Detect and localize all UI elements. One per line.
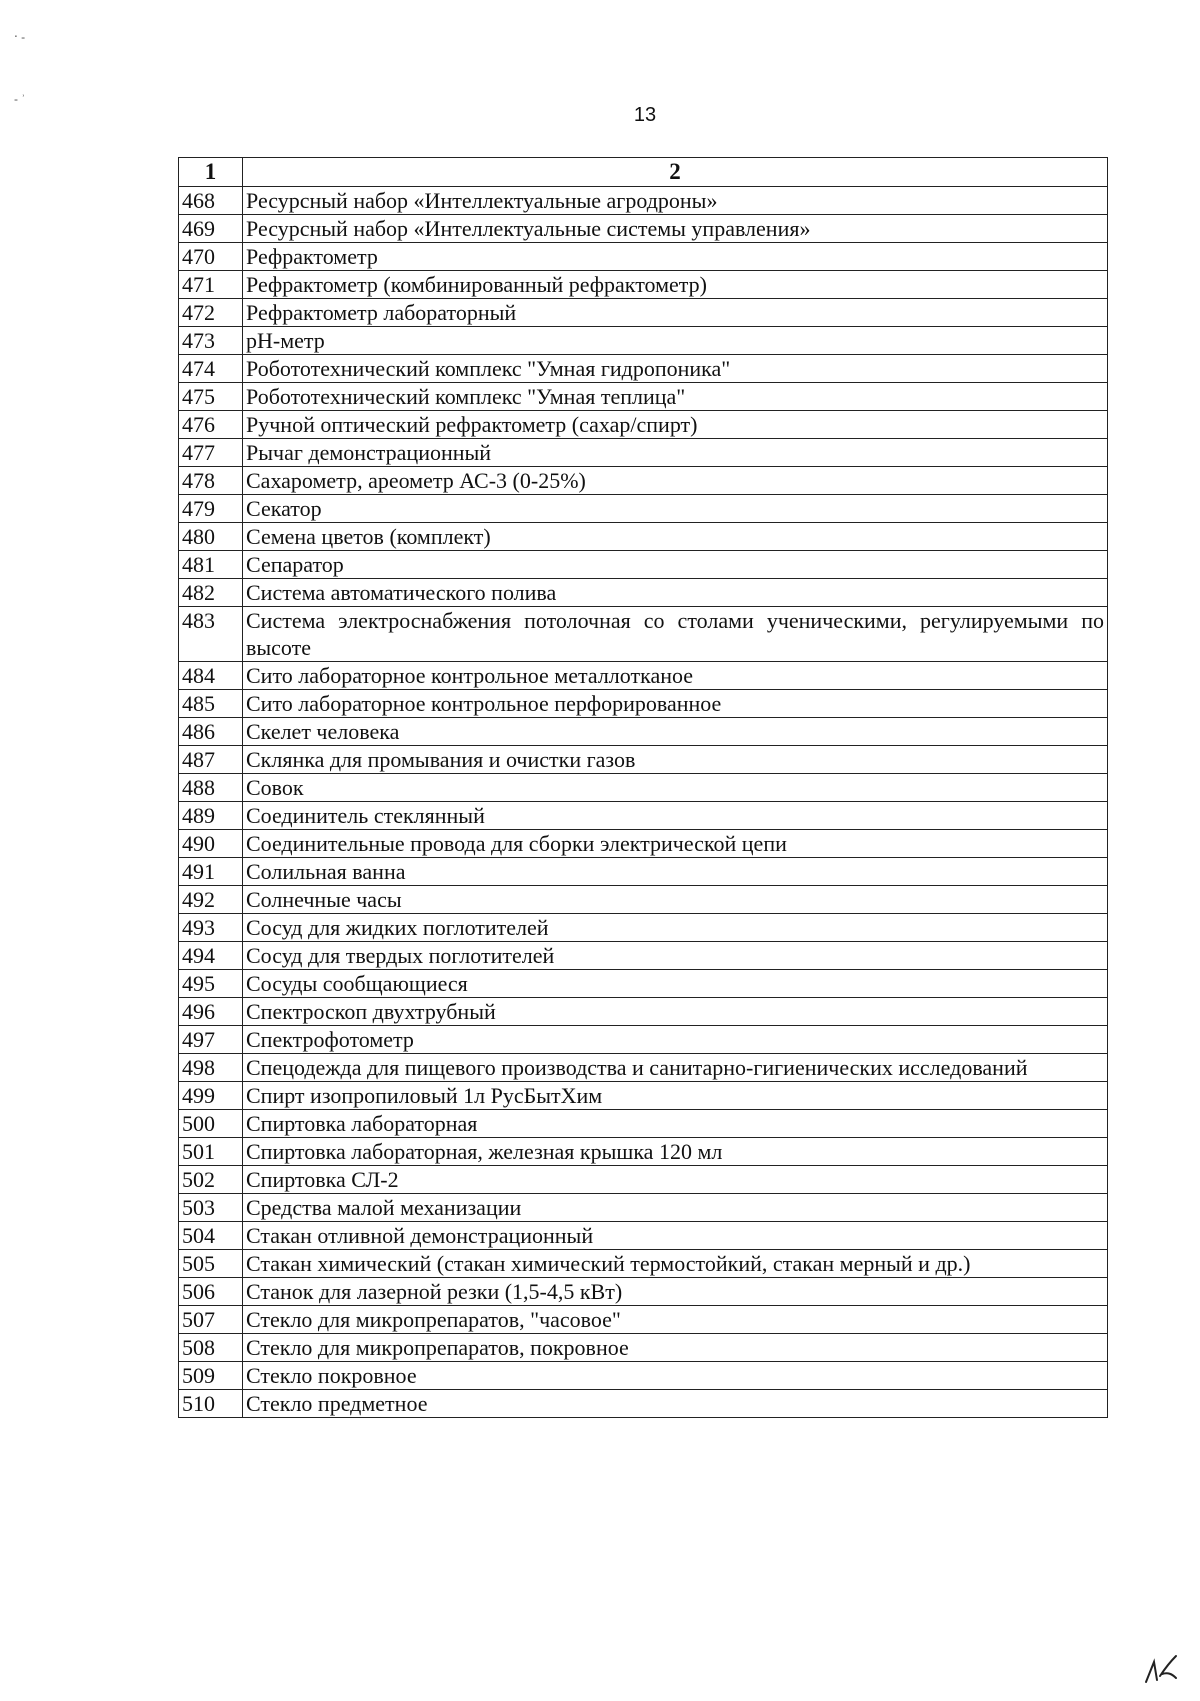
row-number: 469 bbox=[179, 215, 243, 243]
row-number: 484 bbox=[179, 662, 243, 690]
table-row bbox=[179, 1194, 1108, 1222]
row-number: 506 bbox=[179, 1278, 243, 1306]
row-number: 482 bbox=[179, 579, 243, 607]
table-row bbox=[179, 970, 1108, 998]
row-item-name: pH-метр bbox=[243, 327, 1108, 355]
row-number: 476 bbox=[179, 411, 243, 439]
row-number: 479 bbox=[179, 495, 243, 523]
row-number: 487 bbox=[179, 746, 243, 774]
table-row bbox=[179, 1222, 1108, 1250]
table-row bbox=[179, 1082, 1108, 1110]
row-item-name: Сосуд для твердых поглотителей bbox=[243, 942, 1108, 970]
row-number: 478 bbox=[179, 467, 243, 495]
table-row bbox=[179, 411, 1108, 439]
row-number: 509 bbox=[179, 1362, 243, 1390]
row-number: 502 bbox=[179, 1166, 243, 1194]
row-number: 505 bbox=[179, 1250, 243, 1278]
table-row bbox=[179, 215, 1108, 243]
table-row bbox=[179, 746, 1108, 774]
row-item-name: Спецодежда для пищевого производства и санитарно-гигиенических исследований bbox=[243, 1054, 1108, 1082]
row-item-name: Секатор bbox=[243, 495, 1108, 523]
row-item-name: Станок для лазерной резки (1,5-4,5 кВт) bbox=[243, 1278, 1108, 1306]
row-number: 491 bbox=[179, 858, 243, 886]
table-row bbox=[179, 1166, 1108, 1194]
table-row bbox=[179, 243, 1108, 271]
table-body bbox=[179, 187, 1108, 1418]
row-item-name: Стекло покровное bbox=[243, 1362, 1108, 1390]
table-row bbox=[179, 355, 1108, 383]
table-row bbox=[179, 830, 1108, 858]
row-item-name: Спектрофотометр bbox=[243, 1026, 1108, 1054]
table-row bbox=[179, 439, 1108, 467]
table-row bbox=[179, 802, 1108, 830]
row-number: 475 bbox=[179, 383, 243, 411]
table-row bbox=[179, 914, 1108, 942]
table-row bbox=[179, 690, 1108, 718]
row-number: 486 bbox=[179, 718, 243, 746]
table-row bbox=[179, 886, 1108, 914]
row-number: 503 bbox=[179, 1194, 243, 1222]
scan-mark-top: ‧ ‐ bbox=[14, 30, 26, 44]
row-number: 471 bbox=[179, 271, 243, 299]
row-number: 490 bbox=[179, 830, 243, 858]
table-row bbox=[179, 299, 1108, 327]
row-number: 492 bbox=[179, 886, 243, 914]
table-row bbox=[179, 523, 1108, 551]
row-number: 468 bbox=[179, 187, 243, 215]
row-item-name: Робототехнический комплекс "Умная гидропоника" bbox=[243, 355, 1108, 383]
row-number: 483 bbox=[179, 607, 243, 662]
row-number: 488 bbox=[179, 774, 243, 802]
row-number: 480 bbox=[179, 523, 243, 551]
row-item-name: Стекло предметное bbox=[243, 1390, 1108, 1418]
signature-icon bbox=[1140, 1652, 1180, 1686]
table-row bbox=[179, 662, 1108, 690]
row-item-name: Рефрактометр (комбинированный рефрактометр) bbox=[243, 271, 1108, 299]
row-item-name: Сепаратор bbox=[243, 551, 1108, 579]
table-row bbox=[179, 858, 1108, 886]
row-item-name: Спирт изопропиловый 1л РусБытХим bbox=[243, 1082, 1108, 1110]
row-item-name: Робототехнический комплекс "Умная теплица" bbox=[243, 383, 1108, 411]
table-row bbox=[179, 1026, 1108, 1054]
table-row bbox=[179, 551, 1108, 579]
table-row bbox=[179, 271, 1108, 299]
row-item-name: Сито лабораторное контрольное металлотканое bbox=[243, 662, 1108, 690]
row-number: 489 bbox=[179, 802, 243, 830]
row-item-name: Сито лабораторное контрольное перфорированное bbox=[243, 690, 1108, 718]
row-item-name: Ручной оптический рефрактометр (сахар/спирт) bbox=[243, 411, 1108, 439]
row-item-name: Стекло для микропрепаратов, покровное bbox=[243, 1334, 1108, 1362]
row-number: 473 bbox=[179, 327, 243, 355]
table-row bbox=[179, 1390, 1108, 1418]
table-row bbox=[179, 1110, 1108, 1138]
row-number: 501 bbox=[179, 1138, 243, 1166]
row-item-name: Солильная ванна bbox=[243, 858, 1108, 886]
table-row bbox=[179, 1054, 1108, 1082]
row-number: 496 bbox=[179, 998, 243, 1026]
row-item-name: Совок bbox=[243, 774, 1108, 802]
row-item-name: Стекло для микропрепаратов, "часовое" bbox=[243, 1306, 1108, 1334]
row-number: 497 bbox=[179, 1026, 243, 1054]
row-number: 472 bbox=[179, 299, 243, 327]
table-row bbox=[179, 383, 1108, 411]
row-item-name: Спиртовка СЛ-2 bbox=[243, 1166, 1108, 1194]
table-row bbox=[179, 607, 1108, 662]
scan-mark-second: ‐ ʾ bbox=[14, 92, 26, 106]
header-col-1: 1 bbox=[179, 158, 243, 187]
table-row bbox=[179, 1138, 1108, 1166]
table-row bbox=[179, 942, 1108, 970]
table-row bbox=[179, 718, 1108, 746]
row-number: 481 bbox=[179, 551, 243, 579]
page-number: 13 bbox=[633, 104, 657, 126]
row-item-name: Скелет человека bbox=[243, 718, 1108, 746]
table-row bbox=[179, 998, 1108, 1026]
row-number: 507 bbox=[179, 1306, 243, 1334]
row-number: 495 bbox=[179, 970, 243, 998]
row-item-name: Соединительные провода для сборки электрической цепи bbox=[243, 830, 1108, 858]
row-number: 500 bbox=[179, 1110, 243, 1138]
row-item-name: Солнечные часы bbox=[243, 886, 1108, 914]
row-item-name: Семена цветов (комплект) bbox=[243, 523, 1108, 551]
row-number: 510 bbox=[179, 1390, 243, 1418]
row-item-name: Склянка для промывания и очистки газов bbox=[243, 746, 1108, 774]
table-row bbox=[179, 467, 1108, 495]
row-number: 477 bbox=[179, 439, 243, 467]
row-item-name: Рефрактометр bbox=[243, 243, 1108, 271]
row-item-name: Средства малой механизации bbox=[243, 1194, 1108, 1222]
equipment-table bbox=[178, 157, 1108, 1418]
table-header-row bbox=[179, 158, 1108, 187]
table-row bbox=[179, 495, 1108, 523]
row-number: 470 bbox=[179, 243, 243, 271]
table-row bbox=[179, 187, 1108, 215]
table-row bbox=[179, 327, 1108, 355]
row-number: 498 bbox=[179, 1054, 243, 1082]
row-item-name: Сахарометр, ареометр АС-3 (0-25%) bbox=[243, 467, 1108, 495]
row-number: 504 bbox=[179, 1222, 243, 1250]
row-number: 474 bbox=[179, 355, 243, 383]
row-item-name: Соединитель стеклянный bbox=[243, 802, 1108, 830]
row-item-name: Рефрактометр лабораторный bbox=[243, 299, 1108, 327]
row-item-name: Сосуд для жидких поглотителей bbox=[243, 914, 1108, 942]
row-item-name: Рычаг демонстрационный bbox=[243, 439, 1108, 467]
table-row bbox=[179, 1362, 1108, 1390]
row-item-name: Спиртовка лабораторная, железная крышка 120 мл bbox=[243, 1138, 1108, 1166]
row-number: 485 bbox=[179, 690, 243, 718]
row-item-name: Спектроскоп двухтрубный bbox=[243, 998, 1108, 1026]
table-row bbox=[179, 1306, 1108, 1334]
table-row bbox=[179, 579, 1108, 607]
row-number: 499 bbox=[179, 1082, 243, 1110]
row-item-name: Сосуды сообщающиеся bbox=[243, 970, 1108, 998]
row-item-name: Стакан химический (стакан химический термостойкий, стакан мерный и др.) bbox=[243, 1250, 1108, 1278]
header-col-2: 2 bbox=[243, 158, 1108, 187]
row-item-name: Ресурсный набор «Интеллектуальные системы управления» bbox=[243, 215, 1108, 243]
row-item-name: Система автоматического полива bbox=[243, 579, 1108, 607]
row-item-name: Система электроснабжения потолочная со столами ученическими, регулируемыми по высоте bbox=[243, 607, 1108, 662]
row-item-name: Стакан отливной демонстрационный bbox=[243, 1222, 1108, 1250]
row-number: 508 bbox=[179, 1334, 243, 1362]
row-number: 494 bbox=[179, 942, 243, 970]
row-item-name: Спиртовка лабораторная bbox=[243, 1110, 1108, 1138]
table-row bbox=[179, 1278, 1108, 1306]
table-row bbox=[179, 774, 1108, 802]
table-row bbox=[179, 1250, 1108, 1278]
table-row bbox=[179, 1334, 1108, 1362]
row-item-name: Ресурсный набор «Интеллектуальные агродроны» bbox=[243, 187, 1108, 215]
row-number: 493 bbox=[179, 914, 243, 942]
